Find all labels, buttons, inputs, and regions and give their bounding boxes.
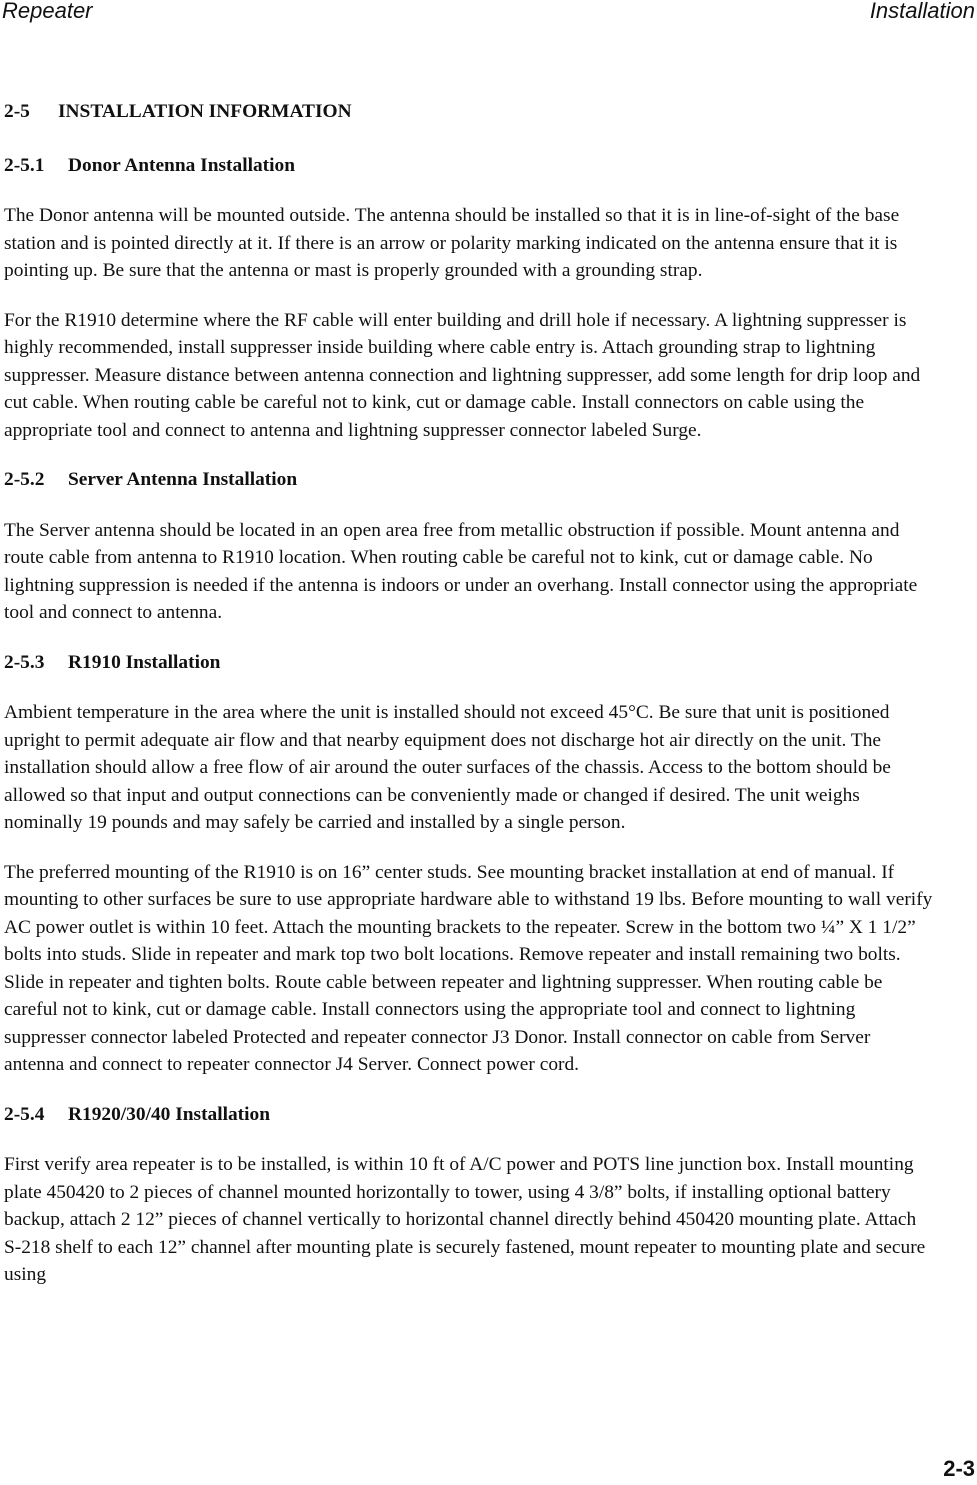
header-left-title: Repeater — [2, 0, 93, 23]
subsection-number: 2-5.4 — [4, 1103, 45, 1125]
paragraph-donor-antenna-mounting: The Donor antenna will be mounted outside. The antenna should be installed so that it is in line-of-sight of the base station and is pointed directly at it. If there is an arrow or polarity marking indicated on the antenna ensure that it is pointing up. Be sure that the antenna or mast is properly grounded with a grounding strap. — [4, 205, 900, 281]
document-body — [4, 98, 934, 1311]
subsection-heading-donor-antenna — [4, 152, 934, 180]
subsection-heading-r1910 — [4, 649, 934, 677]
subsection-title: Donor Antenna Installation — [68, 154, 295, 176]
subsection-heading-server-antenna — [4, 466, 934, 494]
subsection-title: Server Antenna Installation — [68, 469, 298, 490]
running-header — [0, 0, 977, 30]
page-number: 2-3 — [943, 1456, 975, 1481]
subsection-number: 2-5.2 — [4, 469, 45, 490]
paragraph-server-antenna: The Server antenna should be located in an open area free from metallic obstruction if possible. Mount antenna and route cable from antenna to R1910 location. When routing cable be careful not to kink, cut or damage cable. No lightning suppression is needed if the antenna is indoors or under an overhang. Install connector using the appropriate tool and connect to antenna. — [4, 519, 918, 623]
subsection-title: R1920/30/40 Installation — [68, 1103, 271, 1125]
subsection-heading-r1920-30-40 — [4, 1101, 934, 1129]
section-heading — [4, 98, 934, 126]
subsection-title: R1910 Installation — [68, 651, 221, 673]
paragraph-r1910-mounting: The preferred mounting of the R1910 is on 16” center studs. See mounting bracket installation at end of manual. If mounting to other surfaces be sure to use appropriate hardware able to withstand 19 lbs. Before mounting to wall verify AC power outlet is within 10 feet. Attach the mounting brackets to the repeater. Screw in the bottom two ¼” X 1 1/2” bolts into studs. Slide in repeater and mark top two bolt locations. Remove repeater and install remaining two bolts. Slide in repeater and tighten bolts. Route cable between repeater and lightning suppresser. When routing cable be careful not to kink, cut or damage cable. Install connectors using the appropriate tool and connect to lightning suppresser connector labeled Protected and repeater connector J3 Donor. Install connector on cable from Server antenna and connect to repeater connector J4 Server. Connect power cord. — [4, 861, 933, 1075]
section-title: INSTALLATION INFORMATION — [58, 101, 352, 122]
paragraph-r1920-30-40-mounting: First verify area repeater is to be installed, is within 10 ft of A/C power and POTS line junction box. Install mounting plate 450420 to 2 pieces of channel mounted horizontally to tower, using 4 3/8” bolts, if installing optional battery backup, attach 2 12” pieces of channel vertically to horizontal channel directly behind 450420 mounting plate. Attach S-218 shelf to each 12” channel after mounting plate is securely fastened, mount repeater to mounting plate and secure using — [4, 1154, 926, 1285]
paragraph-r1910-environment: Ambient temperature in the area where the unit is installed should not exceed 45°C. Be sure that unit is positioned upright to permit adequate air flow and that nearby equipment does not discharge hot air directly on the unit. The installation should allow a free flow of air around the outer surfaces of the chassis. Access to the bottom should be allowed so that input and output connections can be conveniently made or changed if desired. The unit weighs nominally 19 pounds and may safely be carried and installed by a single person. — [4, 702, 891, 833]
header-right-title: Installation — [869, 0, 975, 23]
subsection-number: 2-5.1 — [4, 154, 45, 176]
paragraph-donor-antenna-cabling: For the R1910 determine where the RF cable will enter building and drill hole if necessary. A lightning suppresser is highly recommended, install suppresser inside building where cable entry is. Attach grounding strap to lightning suppresser. Measure distance between antenna connection and lightning suppresser, add some length for drip loop and cut cable. When routing cable be careful not to kink, cut or damage cable. Install connectors on cable using the appropriate tool and connect to antenna and lightning suppresser connector labeled Surge. — [4, 309, 921, 441]
subsection-number: 2-5.3 — [4, 651, 45, 673]
section-number: 2-5 — [4, 101, 30, 122]
